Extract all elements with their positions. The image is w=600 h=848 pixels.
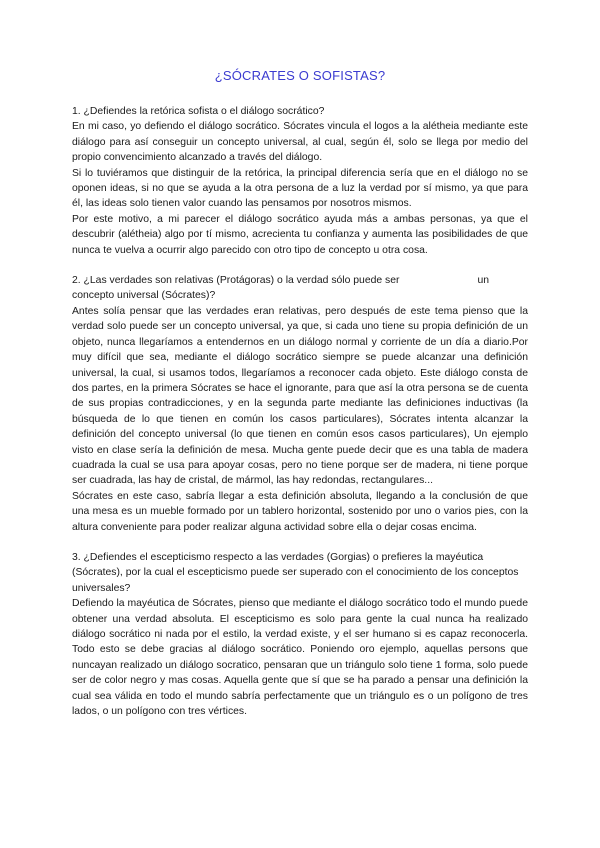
question-1: 1. ¿Defiendes la retórica sofista o el diálogo socrático? <box>72 106 325 117</box>
document-body <box>72 104 528 734</box>
answer-1-paragraph-1: En mi caso, yo defiendo el diálogo socrático. Sócrates vincula el logos a la alétheia mediante este diálogo para así conseguir un concepto universal, al cual, según él, solo se llega por medio del propio convencimiento alcanzado a través del diálogo. <box>72 121 528 164</box>
section-3 <box>72 550 528 719</box>
question-2 <box>72 273 528 304</box>
answer-2-paragraph-2: Sócrates en este caso, sabría llegar a esta definición absoluta, llegando a la conclusión de que una mesa es un mueble formado por un tablero horizontal, sostenido por uno o varios pies, con la altura conveniente para poder realizar alguna actividad sobre ella o dejar cosas encima. <box>72 490 528 533</box>
answer-3-paragraph-1: Defiendo la mayéutica de Sócrates, pienso que mediante el diálogo socrático todo el mundo puede obtener una verdad absoluta. El escepticismo es solo para gente la cual nunca ha realizado diálogo socrático ni nada por el estilo, la verdad existe, y el ser humano si es capaz reconocerla. Todo esto se debe gracias al diálogo socrático. Poniendo oro ejemplo, aquellas persons que nuncayan realizado un diálogo socratico, pensaran que un triángulo solo tiene 1 forma, solo puede ser de color negro y mas cosas. Aquella gente que sí que se ha parado a pensar una definición la cual sea válida en todo el mundo sabría perfectamente que un triángulo es o un polígono de tres lados, o un polígono con tres vértices. <box>72 598 528 718</box>
answer-1-paragraph-3: Por este motivo, a mi parecer el diálogo socrático ayuda más a ambas personas, ya que el descubrir (alétheia) algo por tí mismo, acrecienta tu confianza y aumenta las posibilidades de que nunca te vuelva a ocurrir algo parecido con otro tipo de concepto u otra cosa. <box>72 213 528 256</box>
answer-1-paragraph-2: Si lo tuviéramos que distinguir de la retórica, la principal diferencia sería que en el diálogo no se oponen ideas, si no que se ayuda a la otra persona de a luz la verdad por sí mismo, ya que para él, las ideas solo tienen valor cuando las pensamos por nosotros mismos. <box>72 167 528 210</box>
page-title: ¿SÓCRATES O SOFISTAS? <box>214 68 386 83</box>
question-3: 3. ¿Defiendes el escepticismo respecto a las verdades (Gorgias) o prefieres la mayéutica (Sócrates), por la cual el escepticismo puede ser superado con el conocimiento de los conceptos universales? <box>72 551 519 594</box>
answer-2-paragraph-1: Antes solía pensar que las verdades eran relativas, pero después de este tema pienso que la verdad solo puede ser un concepto universal, ya que, si cada uno tiene su propia definición de un objeto, nunca llegaríamos a entendernos en un diálogo normal y corriente de un día a diario.Por muy difícil que sea, mediante el diálogo socrático siempre se puede alcanzar una definición universal, la cual, si usamos todos, llegaríamos a reconocer cada objeto. Este diálogo consta de dos partes, en la primera Sócrates se hace el ignorante, para que así la otra persona se de cuenta de sus propias contradicciones, y en la segunda parte mediante las definiciones inductivas (la búsqueda de lo que tienen en común los casos particulares), Sócrates intenta alcanzar la definición del concepto universal (lo que tienen en común esos casos particulares), Un ejemplo visto en clase sería la definición de mesa. Mucha gente puede decir que es una tabla de madera cuadrada la cual se usa para apoyar cosas, pero no tiene porque ser de madera, ni tiene porque ser cuadrada, las hay de cristal, de mármol, las hay redondas, rectangulares... <box>72 305 528 487</box>
question-2-part-b: un concepto universal (Sócrates)? <box>72 275 490 302</box>
question-2-part-a: 2. ¿Las verdades son relativas (Protágoras) o la verdad sólo puede ser <box>72 275 400 287</box>
section-2 <box>72 273 528 535</box>
section-1 <box>72 104 528 258</box>
